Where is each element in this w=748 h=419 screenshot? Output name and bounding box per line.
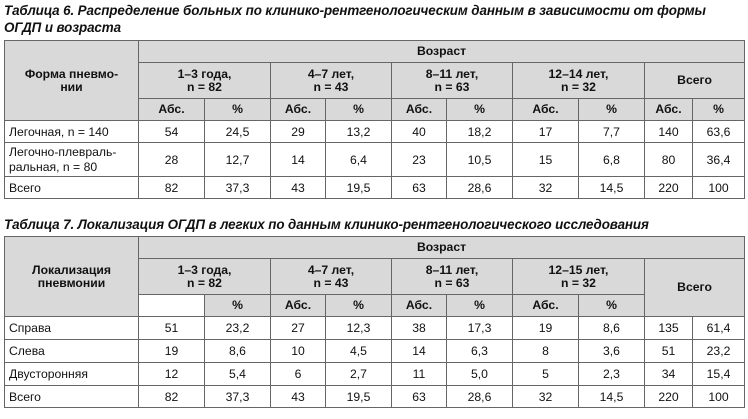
cell: 100: [693, 386, 745, 408]
cell: 28: [139, 143, 205, 177]
abs-header: Абс.: [645, 99, 693, 121]
cell: 28,6: [447, 177, 513, 199]
cell: 17: [513, 121, 579, 143]
cell: 8: [513, 340, 579, 363]
cell: 8,6: [579, 317, 645, 340]
row-label: Справа: [5, 317, 139, 340]
pct-header: %: [205, 99, 271, 121]
cell: 135: [645, 317, 693, 340]
cell: 12: [139, 363, 205, 386]
cell: 63: [392, 177, 447, 199]
cell: 6,8: [579, 143, 645, 177]
cell: 17,3: [447, 317, 513, 340]
cell: 61,4: [693, 317, 745, 340]
cell: 11: [392, 363, 447, 386]
cell: 13,2: [326, 121, 392, 143]
cell: 14: [271, 143, 326, 177]
abs-header: Абс.: [392, 295, 447, 317]
cell: 43: [271, 177, 326, 199]
table-row: [5, 121, 745, 143]
pct-header: %: [579, 99, 645, 121]
table-row: [5, 363, 745, 386]
table-row: [5, 340, 745, 363]
cell: 6,3: [447, 340, 513, 363]
cell: 38: [392, 317, 447, 340]
pct-header: %: [447, 295, 513, 317]
cell: 10: [271, 340, 326, 363]
cell: 27: [271, 317, 326, 340]
age-group-header: 12–14 лет, n = 32: [513, 63, 645, 99]
age-group-header: 4–7 лет, n = 43: [271, 259, 392, 295]
cell: 28,6: [447, 386, 513, 408]
cell: 8,6: [205, 340, 271, 363]
cell: 34: [645, 363, 693, 386]
cell: 63,6: [693, 121, 745, 143]
table-7: [4, 236, 745, 408]
cell: 40: [392, 121, 447, 143]
pct-header: %: [693, 99, 745, 121]
cell: 220: [645, 177, 693, 199]
cell: 19,5: [326, 386, 392, 408]
cell: 12,3: [326, 317, 392, 340]
pct-header: %: [205, 295, 271, 317]
abs-header: Абс.: [139, 99, 205, 121]
cell: 2,7: [326, 363, 392, 386]
cell: 18,2: [447, 121, 513, 143]
total-header: Всего: [645, 259, 745, 317]
cell: 14,5: [579, 177, 645, 199]
row-header-line: Форма пневмо-: [24, 66, 119, 81]
cell: 7,7: [579, 121, 645, 143]
cell: 29: [271, 121, 326, 143]
cell: 51: [139, 317, 205, 340]
age-group-header: 8–11 лет, n = 63: [392, 259, 513, 295]
cell: 15: [513, 143, 579, 177]
cell: 82: [139, 386, 205, 408]
age-group-header: 1–3 года, n = 82: [139, 63, 271, 99]
cell: 14: [392, 340, 447, 363]
cell: 140: [645, 121, 693, 143]
row-label: [5, 143, 139, 177]
cell: 23: [392, 143, 447, 177]
table-row: [5, 317, 745, 340]
pct-header: %: [326, 295, 392, 317]
cell: 23,2: [205, 317, 271, 340]
cell: 3,6: [579, 340, 645, 363]
abs-header: Абс.: [513, 99, 579, 121]
cell: 24,5: [205, 121, 271, 143]
age-group-header: 8–11 лет, n = 63: [392, 63, 513, 99]
table-6-row-header: [5, 41, 139, 121]
age-group-header: 1–3 года, n = 82: [139, 259, 271, 295]
abs-header: Абс.: [271, 295, 326, 317]
cell: 19: [513, 317, 579, 340]
table-6: [4, 40, 745, 199]
cell: 6: [271, 363, 326, 386]
cell: 80: [645, 143, 693, 177]
cell: 14,5: [579, 386, 645, 408]
age-group-header: 12–15 лет, n = 32: [513, 259, 645, 295]
abs-header-blank: [139, 295, 205, 317]
row-label: Слева: [5, 340, 139, 363]
cell: 6,4: [326, 143, 392, 177]
table-row: [5, 143, 745, 177]
row-label: Легочная, n = 140: [5, 121, 139, 143]
cell: 32: [513, 177, 579, 199]
row-label-line: ральная, n = 80: [9, 159, 98, 174]
cell: 36,4: [693, 143, 745, 177]
cell: 10,5: [447, 143, 513, 177]
row-label-line: Легочно-плевраль-: [9, 144, 117, 159]
row-header-line: Локализация: [32, 262, 111, 277]
cell: 15,4: [693, 363, 745, 386]
row-label: Всего: [5, 386, 139, 408]
table-7-row-header: [5, 237, 139, 317]
age-header: Возраст: [139, 237, 745, 259]
cell: 37,3: [205, 177, 271, 199]
age-group-header: 4–7 лет, n = 43: [271, 63, 392, 99]
cell: 19: [139, 340, 205, 363]
table-row: [5, 177, 745, 199]
table-row: [5, 386, 745, 408]
cell: 43: [271, 386, 326, 408]
abs-header: Абс.: [271, 99, 326, 121]
cell: 5,4: [205, 363, 271, 386]
age-header: Возраст: [139, 41, 745, 63]
cell: 5,0: [447, 363, 513, 386]
cell: 63: [392, 386, 447, 408]
cell: 32: [513, 386, 579, 408]
cell: 51: [645, 340, 693, 363]
pct-header: %: [326, 99, 392, 121]
cell: 19,5: [326, 177, 392, 199]
cell: 54: [139, 121, 205, 143]
pct-header: %: [579, 295, 645, 317]
cell: 82: [139, 177, 205, 199]
abs-header: Абс.: [513, 295, 579, 317]
abs-header: Абс.: [392, 99, 447, 121]
cell: 23,2: [693, 340, 745, 363]
total-header: Всего: [645, 63, 745, 99]
cell: 37,3: [205, 386, 271, 408]
cell: 2,3: [579, 363, 645, 386]
table-7-caption: Таблица 7. Локализация ОГДП в легких по данным клинико-рентгенологического исследования: [4, 217, 649, 232]
row-label: Двусторонняя: [5, 363, 139, 386]
cell: 220: [645, 386, 693, 408]
row-label: Всего: [5, 177, 139, 199]
cell: 12,7: [205, 143, 271, 177]
cell: 5: [513, 363, 579, 386]
table-6-caption: Таблица 6. Распределение больных по клинико-рентгенологическим данным в зависимости от формы ОГДП и возраста: [4, 3, 706, 35]
row-header-line: нии: [60, 79, 83, 94]
cell: 100: [693, 177, 745, 199]
cell: 4,5: [326, 340, 392, 363]
pct-header: %: [447, 99, 513, 121]
row-header-line: пневмонии: [37, 275, 106, 290]
